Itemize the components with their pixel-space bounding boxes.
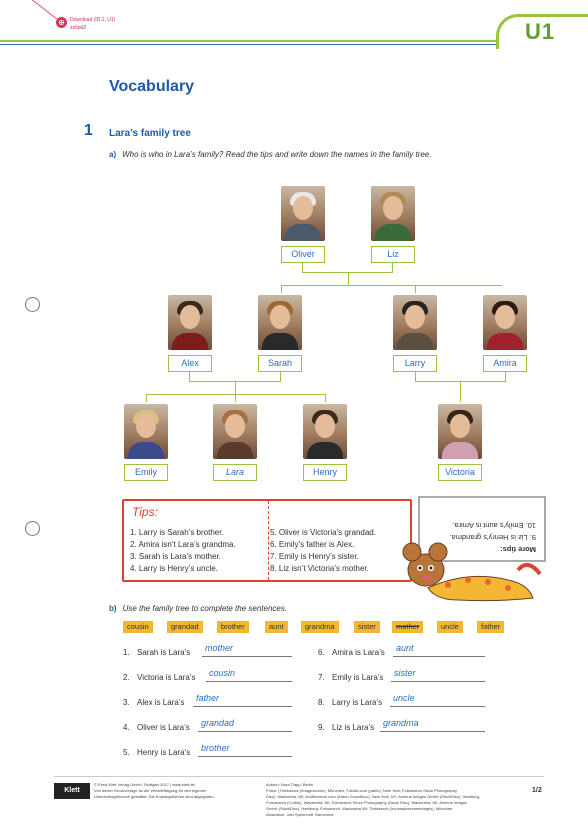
tree-line — [189, 372, 190, 381]
photo-amira — [483, 295, 527, 350]
word-father: father — [477, 621, 504, 633]
footer-illustration: Illustration: Jani Spennhoff, Barcelona — [266, 812, 334, 817]
tree-line — [505, 372, 506, 381]
exercise-title: Lara’s family tree — [109, 128, 191, 139]
part-letter-b: b) — [109, 604, 117, 613]
answer-line — [198, 731, 292, 732]
part-letter-a: a) — [109, 150, 117, 159]
download-code[interactable]: sx6pd2 — [70, 25, 87, 31]
answer-7[interactable]: sister — [394, 668, 416, 678]
footer-photos-3: Fotosearch (Corbis), Waukesha, WI; Fotosearch Stock Photography (Stock Disc), Waukesha, WI; Avenue Images — [266, 800, 468, 805]
name-amira: Amira — [483, 355, 527, 372]
tip-8: 8. Liz isn’t Victoria’s mother. — [270, 564, 369, 573]
tips-box — [122, 499, 412, 582]
sentence-text: Oliver is Lara’s — [137, 723, 190, 732]
klett-logo: Klett — [54, 783, 90, 799]
answer-2[interactable]: cousin — [209, 668, 236, 678]
download-label[interactable]: Download (ID.1, U1) — [70, 17, 116, 23]
sentence-text: Emily is Lara’s — [332, 673, 384, 682]
mouse-illustration — [398, 540, 546, 606]
sentence-text: Alex is Lara’s — [137, 698, 185, 707]
name-lara: Lara — [213, 464, 257, 481]
answer-line — [198, 756, 292, 757]
tip-7: 7. Emily is Henry’s sister. — [270, 552, 359, 561]
tree-line — [392, 263, 393, 272]
sentence-text: Sarah is Lara’s — [137, 648, 191, 657]
answer-line — [193, 706, 292, 707]
tree-line — [146, 394, 147, 402]
tree-line — [460, 382, 461, 402]
more-tip-9: 9. Liz is Henry’s grandma. — [449, 533, 536, 542]
sentence-1 — [123, 648, 190, 657]
tip-5: 5. Oliver is Victoria’s grandad. — [270, 528, 376, 537]
tips-divider — [268, 501, 269, 580]
footer-photos-4: GmbH (StockDisc), Hamburg; Fotosearch, Waukesha WI; Thinkstock (Ironmaybesomeimages), München — [266, 806, 453, 811]
name-sarah: Sarah — [258, 355, 302, 372]
word-mother: mother — [392, 621, 423, 633]
sentence-text: Amira is Lara’s — [332, 648, 385, 657]
name-alex: Alex — [168, 355, 212, 372]
photo-emily — [124, 404, 168, 459]
name-henry: Henry — [303, 464, 347, 481]
sentence-number: 9. — [318, 723, 325, 732]
sentence-6 — [318, 648, 385, 657]
sentence-4 — [123, 723, 190, 732]
tips-heading: Tips: — [132, 505, 158, 519]
tree-line — [415, 372, 416, 381]
word-sister: sister — [354, 621, 380, 633]
tip-6: 6. Emily’s father is Alex. — [270, 540, 355, 549]
sentence-number: 6. — [318, 648, 325, 657]
sentence-3 — [123, 698, 184, 707]
sentence-9 — [318, 723, 374, 732]
header-decoration — [28, 0, 60, 22]
footer-photos: Fotos: (Thinkstock (Imagesource), München; Fotolia.com (pablo), New York; Fotosearch Stock Photography — [266, 788, 457, 793]
page-number: 1/2 — [532, 787, 542, 794]
tree-line — [325, 394, 326, 402]
punch-hole — [25, 521, 40, 536]
sentence-number: 5. — [123, 748, 130, 757]
answer-line — [390, 706, 485, 707]
sentence-number: 8. — [318, 698, 325, 707]
footer-photos-2: Disc), Waukesha, WI; shutterstock.com (Anton Gvozdikov), New York, NY; Avenue Images GmbH (StockDisc), Hamburg, — [266, 794, 481, 799]
sentence-text: Larry is Lara’s — [332, 698, 383, 707]
name-emily: Emily — [124, 464, 168, 481]
instruction-b — [109, 604, 287, 613]
sentence-number: 4. — [123, 723, 130, 732]
sentence-2 — [123, 673, 195, 682]
tip-1: 1. Larry is Sarah’s brother. — [130, 528, 224, 537]
answer-line — [202, 656, 292, 657]
sentence-text: Henry is Lara’s — [137, 748, 191, 757]
sentence-text: Victoria is Lara’s — [137, 673, 196, 682]
tree-line — [415, 285, 416, 293]
answer-line — [393, 656, 485, 657]
sentence-number: 7. — [318, 673, 325, 682]
word-cousin: cousin — [123, 621, 153, 633]
tree-line — [281, 285, 282, 293]
name-liz: Liz — [371, 246, 415, 263]
punch-hole — [25, 297, 40, 312]
photo-larry — [393, 295, 437, 350]
exercise-number: 1 — [84, 122, 93, 139]
instruction-b-text: Use the family tree to complete the sentences. — [122, 604, 288, 613]
answer-line — [391, 681, 485, 682]
photo-alex — [168, 295, 212, 350]
more-tip-10: 10. Emily’s aunt is Amira. — [452, 521, 536, 530]
word-aunt: aunt — [265, 621, 288, 633]
word-grandma: grandma — [301, 621, 339, 633]
sentence-7 — [318, 673, 383, 682]
tree-line — [281, 285, 502, 286]
sentence-number: 2. — [123, 673, 130, 682]
footer-authors: Autorin: Nora Tlapp, Berlin — [266, 782, 314, 787]
sentence-number: 3. — [123, 698, 130, 707]
answer-line — [380, 731, 485, 732]
tree-line — [235, 394, 236, 402]
instruction-a — [109, 150, 431, 159]
tree-line — [146, 394, 326, 395]
unit-tab — [496, 14, 588, 49]
globe-icon[interactable]: ⊕ — [56, 17, 67, 28]
word-grandad: grandad — [167, 621, 203, 633]
tree-line — [235, 382, 236, 394]
footer-divider — [54, 776, 544, 777]
photo-victoria — [438, 404, 482, 459]
word-uncle: uncle — [437, 621, 463, 633]
photo-lara — [213, 404, 257, 459]
word-brother: brother — [217, 621, 249, 633]
tree-line — [280, 372, 281, 381]
footer-copyright: © Ernst Klett Verlag GmbH, Stuttgart 2017 | www.klett.de — [94, 782, 195, 787]
sentence-8 — [318, 698, 382, 707]
footer-copyright-2: Von dieser Druckvorlage ist die Vervielfältigung für den eigenen — [94, 788, 207, 793]
photo-oliver — [281, 186, 325, 241]
tree-line — [348, 273, 349, 285]
answer-9[interactable]: grandma — [383, 718, 419, 728]
name-larry: Larry — [393, 355, 437, 372]
answer-1[interactable]: mother — [205, 643, 234, 653]
sentence-text: Liz is Lara’s — [332, 723, 375, 732]
more-tips-heading: More tips: — [500, 545, 536, 554]
answer-6[interactable]: aunt — [396, 643, 414, 653]
answer-4[interactable]: grandad — [201, 718, 235, 728]
tree-line — [302, 263, 303, 272]
photo-liz — [371, 186, 415, 241]
sentence-number: 1. — [123, 648, 130, 657]
answer-5[interactable]: brother — [201, 743, 230, 753]
tip-4: 4. Larry is Henry’s uncle. — [130, 564, 218, 573]
sentence-5 — [123, 748, 190, 757]
tip-2: 2. Amira isn’t Lara’s grandma. — [130, 540, 236, 549]
photo-sarah — [258, 295, 302, 350]
tip-3: 3. Sarah is Lara’s mother. — [130, 552, 222, 561]
name-victoria: Victoria — [438, 464, 482, 481]
answer-line — [206, 681, 292, 682]
instruction-a-text: Who is who in Lara’s family? Read the tips and write down the names in the family tree. — [122, 150, 432, 159]
answer-8[interactable]: uncle — [393, 693, 415, 703]
photo-henry — [303, 404, 347, 459]
answer-3[interactable]: father — [196, 693, 220, 703]
page-title: Vocabulary — [109, 78, 195, 95]
footer-copyright-3: Unterrichtsgebrauch gestattet. Die Kopiergebühren sind abgegolten. — [94, 794, 215, 799]
unit-label: U1 — [525, 19, 556, 44]
name-oliver: Oliver — [281, 246, 325, 263]
